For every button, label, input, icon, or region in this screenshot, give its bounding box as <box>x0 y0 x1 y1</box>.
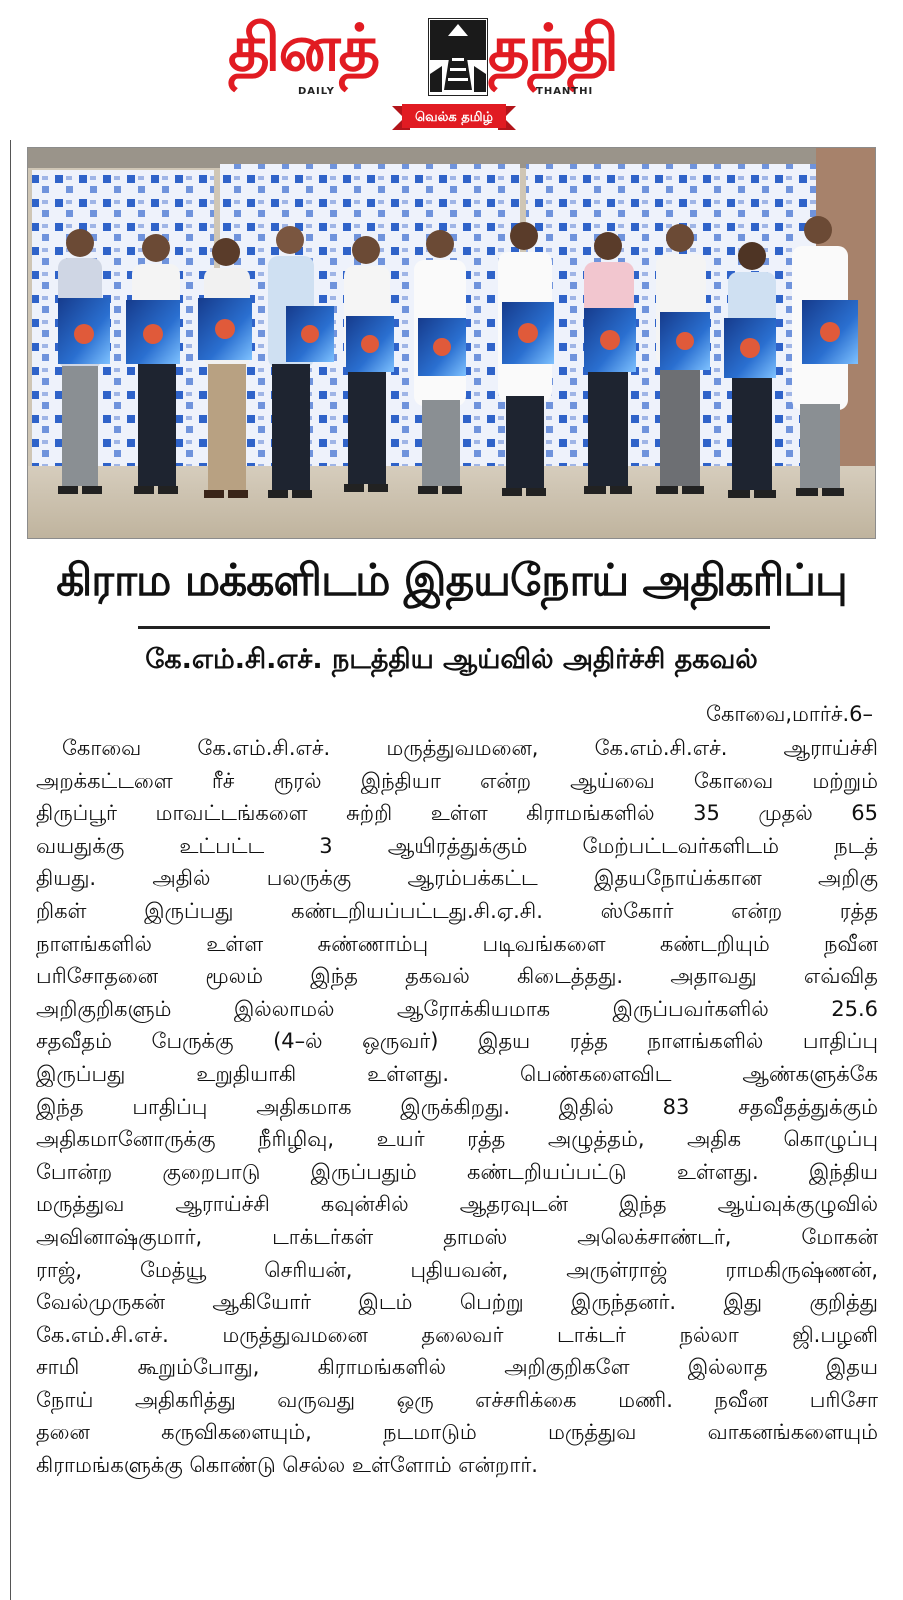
body-line: அறிகுறிகளும் இல்லாமல் ஆரோக்கியமாக இருப்பவர்களில் 25.6 <box>36 996 878 1021</box>
masthead-tagline: வெல்க தமிழ் <box>415 110 493 125</box>
masthead-sub-left: DAILY <box>298 86 335 97</box>
headline-divider <box>138 626 770 629</box>
book-launch-photo-illustration <box>28 148 876 539</box>
masthead <box>0 0 903 140</box>
body-line: கே.எம்.சி.எச். மருத்துவமனை தலைவர் டாக்டர் நல்லா ஜி.பழனி <box>36 1322 878 1347</box>
body-line: பரிசோதனை மூலம் இந்த தகவல் கிடைத்தது. அதாவது எவ்வித <box>36 964 878 989</box>
body-line: றிகள் இருப்பது கண்டறியப்பட்டது.சி.ஏ.சி. ஸ்கோர் என்ற ரத்த <box>36 898 878 923</box>
body-line: திருப்பூர் மாவட்டங்களை சுற்றி உள்ள கிராமங்களில் 35 முதல் 65 <box>36 801 878 826</box>
body-line: நோய் அதிகரித்து வருவது ஒரு எச்சரிக்கை மணி. நவீன பரிசோ <box>36 1387 878 1412</box>
body-line: சாமி கூறும்போது, கிராமங்களில் அறிகுறிகளே இல்லாத இதய <box>36 1355 878 1380</box>
article-body <box>36 732 878 1482</box>
body-line: தியது. அதில் பலருக்கு ஆரம்பக்கட்ட இதயநோய்க்கான அறிகு <box>36 866 878 891</box>
body-line: கோவை கே.எம்.சி.எச். மருத்துவமனை, கே.எம்.சி.எச். ஆராய்ச்சி <box>62 736 878 760</box>
news-photo <box>27 147 876 539</box>
body-line: தனை கருவிகளையும், நடமாடும் மருத்துவ வாகனங்களையும் <box>36 1420 878 1445</box>
masthead-sub-right: THANTHI <box>536 86 594 97</box>
masthead-title-left: தினத் <box>228 12 379 86</box>
body-line: அறக்கட்டளை ரீச் ரூரல் இந்தியா என்ற ஆய்வை கோவை மற்றும் <box>36 768 878 793</box>
dateline: கோவை,மார்ச்.6– <box>706 702 873 726</box>
body-line: ராஜ், மேத்யூ செரியன், புதியவன், அருள்ராஜ் ராமகிருஷ்ணன், <box>36 1257 878 1282</box>
body-line: சதவீதம் பேருக்கு (4–ல் ஒருவர்) இதய ரத்த நாளங்களில் பாதிப்பு <box>36 1029 878 1054</box>
body-line: நாளங்களில் உள்ள சுண்ணாம்பு படிவங்களை கண்டறியும் நவீன <box>36 931 878 956</box>
body-line: அவினாஷ்குமார், டாக்டர்கள் தாமஸ் அலெக்சாண்டர், மோகன் <box>36 1224 878 1249</box>
body-line: அதிகமானோருக்கு நீரிழிவு, உயர் ரத்த அழுத்தம், அதிக கொழுப்பு <box>36 1127 878 1152</box>
lighthouse-logo-icon <box>428 18 488 96</box>
body-line: வேல்முருகன் ஆகியோர் இடம் பெற்று இருந்தனர். இது குறித்து <box>36 1290 878 1315</box>
body-line: இருப்பது உறுதியாகி உள்ளது. பெண்களைவிட ஆண்களுக்கே <box>36 1061 878 1086</box>
body-line: மருத்துவ ஆராய்ச்சி கவுன்சில் ஆதரவுடன் இந்த ஆய்வுக்குழுவில் <box>36 1192 878 1217</box>
subheadline: கே.எம்.சி.எச். நடத்திய ஆய்வில் அதிர்ச்சி தகவல் <box>145 644 758 675</box>
body-line: போன்ற குறைபாடு இருப்பதும் கண்டறியப்பட்டு உள்ளது. இந்திய <box>36 1159 878 1184</box>
masthead-title-right: தந்தி <box>488 12 618 86</box>
body-line: வயதுக்கு உட்பட்ட 3 ஆயிரத்துக்கும் மேற்பட்டவர்களிடம் நடத் <box>36 833 878 858</box>
headline: கிராம மக்களிடம் இதயநோய் அதிகரிப்பு <box>56 555 847 606</box>
body-line: கிராமங்களுக்கு கொண்டு செல்ல உள்ளோம் என்றார். <box>36 1453 538 1478</box>
body-line: இந்த பாதிப்பு அதிகமாக இருக்கிறது. இதில் 83 சதவீதத்துக்கும் <box>36 1094 878 1119</box>
column-border <box>10 140 11 1600</box>
